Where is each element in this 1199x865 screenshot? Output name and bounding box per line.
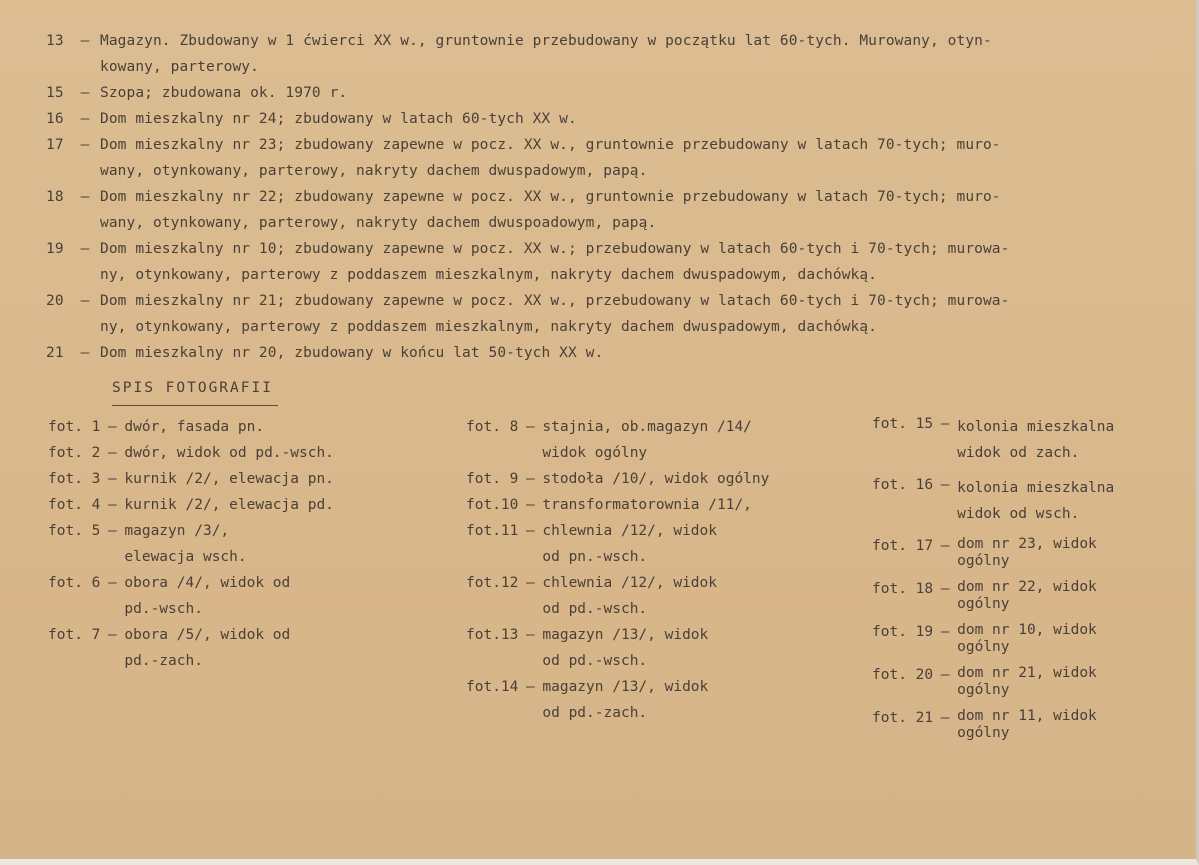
photo-ref: fot.10: [466, 497, 519, 513]
photo-ref: fot. 5: [48, 523, 101, 539]
photo-caption: kurnik /2/, elewacja pn.: [124, 471, 334, 487]
photo-item: fot. 15 – kolonia mieszkalna widok od zach.: [872, 414, 1182, 466]
photo-ref: fot. 6: [48, 575, 101, 591]
entry-text: Dom mieszkalny nr 22; zbudowany zapewne w pocz. XX w., gruntownie przebudowany w latach 70-tych; muro- wany, otynkowany, parterowy, nakryty dachem dwuspoadowym, papą.: [100, 189, 1001, 231]
photo-item: fot.11 – chlewnia /12/, widok od pn.-wsch.: [466, 518, 866, 570]
photo-caption: dom nr 11, widok ogólny: [957, 708, 1097, 741]
photo-caption: dom nr 10, widok ogólny: [957, 622, 1097, 655]
photo-item: fot.13 – magazyn /13/, widok od pd.-wsch.: [466, 622, 866, 674]
photo-ref: fot. 20: [872, 667, 934, 683]
photo-item: fot. 6 – obora /4/, widok od pd.-wsch.: [48, 570, 438, 622]
building-entry: 15 – Szopa; zbudowana ok. 1970 r.: [46, 80, 1171, 106]
building-entry: 16 – Dom mieszkalny nr 24; zbudowany w latach 60-tych XX w.: [46, 106, 1171, 132]
photo-caption: dwór, fasada pn.: [124, 419, 265, 435]
photo-item: fot.10 – transformatorownia /11/,: [466, 492, 866, 518]
photo-caption: kurnik /2/, elewacja pd.: [124, 497, 334, 513]
photo-ref: fot. 8: [466, 419, 519, 435]
building-entry: 17 – Dom mieszkalny nr 23; zbudowany zapewne w pocz. XX w., gruntownie przebudowany w latach 70-tych; muro- wany, otynkowany, parterowy, nakryty dachem dwuspadowym, papą.: [46, 132, 1171, 184]
entry-text: Dom mieszkalny nr 10; zbudowany zapewne w pocz. XX w.; przebudowany w latach 60-tych i 70-tych; murowa- ny, otynkowany, parterowy z poddaszem mieszkalnym, nakryty dachem dwuspadowym, dachówką.: [100, 241, 1010, 283]
photo-ref: fot.12: [466, 575, 519, 591]
entry-number: 18: [46, 189, 64, 205]
photo-caption: stodoła /10/, widok ogólny: [542, 471, 770, 487]
entry-number: 19: [46, 241, 64, 257]
entry-text: Dom mieszkalny nr 24; zbudowany w latach 60-tych XX w.: [100, 111, 577, 127]
photo-ref: fot. 17: [872, 538, 934, 554]
photo-item: fot. 18 – dom nr 22, widok ogólny: [872, 579, 1182, 613]
entry-text: Szopa; zbudowana ok. 1970 r.: [100, 85, 348, 101]
photo-list-heading: SPIS FOTOGRAFII: [112, 380, 273, 396]
building-entry: 13 – Magazyn. Zbudowany w 1 ćwierci XX w., gruntownie przebudowany w początku lat 60-tych. Murowany, otyn- kowany, parterowy.: [46, 28, 1171, 80]
photo-caption: magazyn /3/, elewacja wsch.: [124, 523, 247, 565]
photo-item: fot.12 – chlewnia /12/, widok od pd.-wsch.: [466, 570, 866, 622]
photo-caption: dwór, widok od pd.-wsch.: [124, 445, 334, 461]
photo-item: fot. 7 – obora /5/, widok od pd.-zach.: [48, 622, 438, 674]
entry-number: 21: [46, 345, 64, 361]
heading-underline: [112, 405, 278, 406]
photo-ref: fot. 2: [48, 445, 101, 461]
photo-item: fot. 1 – dwór, fasada pn.: [48, 414, 438, 440]
photo-ref: fot. 21: [872, 710, 934, 726]
entry-number: 16: [46, 111, 64, 127]
photo-ref: fot.14: [466, 679, 519, 695]
building-entry: 19 – Dom mieszkalny nr 10; zbudowany zapewne w pocz. XX w.; przebudowany w latach 60-tych i 70-tych; murowa- ny, otynkowany, parterowy z poddaszem mieszkalnym, nakryty dachem dwuspadowym, dachówką.: [46, 236, 1171, 288]
photo-ref: fot.11: [466, 523, 519, 539]
photo-caption: magazyn /13/, widok od pd.-zach.: [542, 679, 709, 721]
photo-caption: kolonia mieszkalna widok od zach.: [957, 419, 1115, 461]
photo-caption: dom nr 21, widok ogólny: [957, 665, 1097, 698]
photo-caption: stajnia, ob.magazyn /14/ widok ogólny: [542, 419, 752, 461]
entry-text: Dom mieszkalny nr 20, zbudowany w końcu lat 50-tych XX w.: [100, 345, 604, 361]
photo-ref: fot. 19: [872, 624, 934, 640]
photo-caption: dom nr 23, widok ogólny: [957, 536, 1097, 569]
building-entries-list: [46, 28, 1171, 366]
photo-item: fot. 8 – stajnia, ob.magazyn /14/ widok ogólny: [466, 414, 866, 466]
photo-ref: fot. 4: [48, 497, 101, 513]
building-entry: 21 – Dom mieszkalny nr 20, zbudowany w końcu lat 50-tych XX w.: [46, 340, 1171, 366]
photo-list-column-1: [48, 414, 438, 674]
entry-number: 17: [46, 137, 64, 153]
photo-ref: fot. 3: [48, 471, 101, 487]
photo-item: fot. 20 – dom nr 21, widok ogólny: [872, 665, 1182, 699]
building-entry: 18 – Dom mieszkalny nr 22; zbudowany zapewne w pocz. XX w., gruntownie przebudowany w latach 70-tych; muro- wany, otynkowany, parterowy, nakryty dachem dwuspoadowym, papą.: [46, 184, 1171, 236]
photo-item: fot. 17 – dom nr 23, widok ogólny: [872, 536, 1182, 570]
photo-ref: fot. 16: [872, 477, 934, 493]
entry-text: Magazyn. Zbudowany w 1 ćwierci XX w., gruntownie przebudowany w początku lat 60-tych. Murowany, otyn- kowany, parterowy.: [100, 33, 992, 75]
photo-ref: fot.13: [466, 627, 519, 643]
photo-item: fot. 5 – magazyn /3/, elewacja wsch.: [48, 518, 438, 570]
photo-item: fot. 2 – dwór, widok od pd.-wsch.: [48, 440, 438, 466]
photo-item: fot.14 – magazyn /13/, widok od pd.-zach.: [466, 674, 866, 726]
building-entry: 20 – Dom mieszkalny nr 21; zbudowany zapewne w pocz. XX w., przebudowany w latach 60-tych i 70-tych; murowa- ny, otynkowany, parterowy z poddaszem mieszkalnym, nakryty dachem dwuspadowym, dachówką.: [46, 288, 1171, 340]
photo-caption: transformatorownia /11/,: [542, 497, 752, 513]
entry-number: 13: [46, 33, 64, 49]
photo-caption: obora /5/, widok od pd.-zach.: [124, 627, 291, 669]
photo-caption: chlewnia /12/, widok od pn.-wsch.: [542, 523, 717, 565]
photo-caption: obora /4/, widok od pd.-wsch.: [124, 575, 291, 617]
photo-caption: kolonia mieszkalna widok od wsch.: [957, 480, 1115, 522]
photo-item: fot. 9 – stodoła /10/, widok ogólny: [466, 466, 866, 492]
entry-text: Dom mieszkalny nr 21; zbudowany zapewne w pocz. XX w., przebudowany w latach 60-tych i 70-tych; murowa- ny, otynkowany, parterowy z poddaszem mieszkalnym, nakryty dachem dwuspadowym, dachówką.: [100, 293, 1010, 335]
entry-number: 15: [46, 85, 64, 101]
photo-item: fot. 19 – dom nr 10, widok ogólny: [872, 622, 1182, 656]
photo-ref: fot. 18: [872, 581, 934, 597]
photo-item: fot. 16 – kolonia mieszkalna widok od wsch.: [872, 475, 1182, 527]
photo-item: fot. 21 – dom nr 11, widok ogólny: [872, 708, 1182, 742]
photo-item: fot. 3 – kurnik /2/, elewacja pn.: [48, 466, 438, 492]
photo-caption: dom nr 22, widok ogólny: [957, 579, 1097, 612]
photo-caption: chlewnia /12/, widok od pd.-wsch.: [542, 575, 717, 617]
photo-item: fot. 4 – kurnik /2/, elewacja pd.: [48, 492, 438, 518]
photo-list-column-3: [872, 414, 1182, 751]
entry-number: 20: [46, 293, 64, 309]
photo-ref: fot. 1: [48, 419, 101, 435]
photo-list-column-2: [466, 414, 866, 726]
photo-ref: fot. 7: [48, 627, 101, 643]
photo-ref: fot. 9: [466, 471, 519, 487]
entry-text: Dom mieszkalny nr 23; zbudowany zapewne w pocz. XX w., gruntownie przebudowany w latach 70-tych; muro- wany, otynkowany, parterowy, nakryty dachem dwuspadowym, papą.: [100, 137, 1001, 179]
photo-ref: fot. 15: [872, 416, 934, 432]
photo-caption: magazyn /13/, widok od pd.-wsch.: [542, 627, 709, 669]
